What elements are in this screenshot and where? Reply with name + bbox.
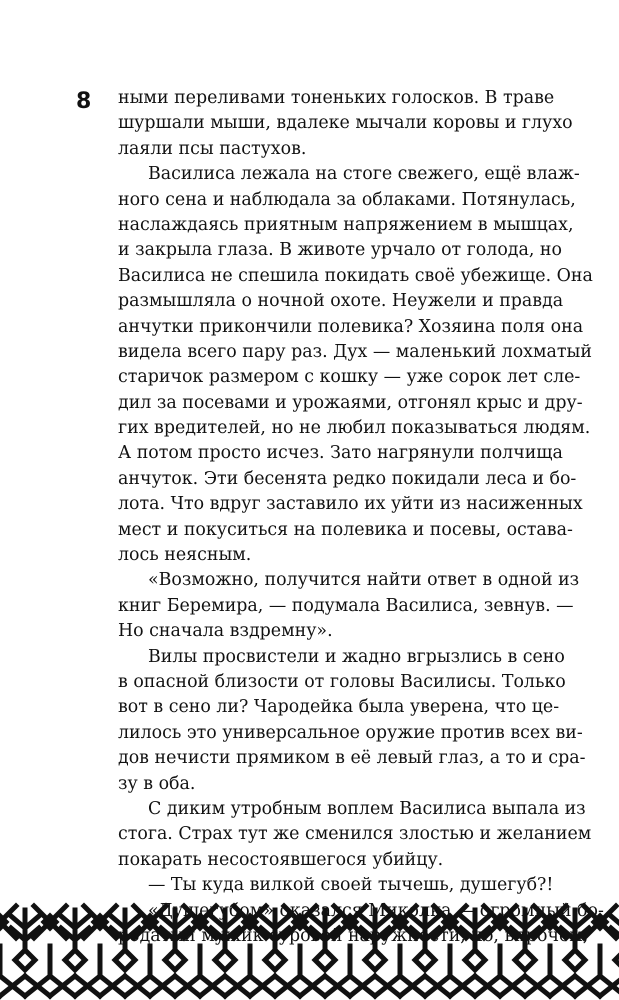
text-line: старичок размером с кошку — уже сорок лет сле- <box>118 367 581 388</box>
text-line: видела всего пару раз. Дух — маленький лохматый <box>118 341 592 362</box>
text-line: мест и покуситься на полевика и посевы, остава- <box>118 519 573 540</box>
text-line: лилось это универсальное оружие против всех ви- <box>118 722 583 743</box>
text-line: — Ты куда вилкой своей тычешь, душегуб?! <box>148 875 554 896</box>
text-line: стога. Страх тут же сменился злостью и желанием <box>118 824 592 845</box>
text-line: Вилы просвистели и жадно вгрызлись в сено <box>148 646 565 667</box>
text-line: дил за посевами и урожаями, отгонял крыс и дру- <box>118 392 583 413</box>
folk-pattern-border-icon <box>0 902 619 1000</box>
text-line: анчуток. Эти бесенята редко покидали леса и бо- <box>118 468 577 489</box>
text-line: ными переливами тоненьких голосков. В траве <box>118 88 555 108</box>
text-line: анчутки прикончили полевика? Хозяина поля она <box>118 316 584 337</box>
text-line: лось неясным. <box>118 545 252 566</box>
ornament-diamond <box>165 950 185 970</box>
page-number: 8 <box>76 89 92 114</box>
text-line: Василиса не спешила покидать своё убежище. Она <box>118 265 593 286</box>
ornament-diamond <box>15 950 35 970</box>
text-line: гих вредителей, но не любил показываться людям. <box>118 418 591 439</box>
ornament-diamond <box>565 950 585 970</box>
text-line: покарать несостоявшегося убийцу. <box>118 849 444 870</box>
ornament-diamond <box>615 950 619 970</box>
ornament-diamond <box>365 950 385 970</box>
text-line: размышляла о ночной охоте. Неужели и правда <box>118 291 564 312</box>
text-line: и закрыла глаза. В животе урчало от голода, но <box>118 240 562 261</box>
ornament-diamond <box>465 950 485 970</box>
ornament-diamond <box>265 950 285 970</box>
text-line: лаяли псы пастухов. <box>118 138 307 159</box>
text-line: родатый мужик суровой наружности, но, впрочем, <box>118 925 589 946</box>
ornament-diamond <box>115 950 135 970</box>
text-line: ного сена и наблюдала за облаками. Потянулась, <box>118 189 576 210</box>
text-line: А потом просто исчез. Зато нагрянули полчища <box>118 443 563 464</box>
text-line: вот в сено ли? Чародейка была уверена, что це- <box>118 697 560 718</box>
ornament-diamond <box>315 950 335 970</box>
ornament-diamond <box>515 950 535 970</box>
text-line: зу в оба. <box>118 773 196 794</box>
body-text <box>118 86 604 949</box>
text-line: в опасной близости от головы Василисы. Только <box>118 671 566 692</box>
text-line: лота. Что вдруг заставило их уйти из насиженных <box>118 494 583 515</box>
ornament-diamond <box>65 950 85 970</box>
text-line: шуршали мыши, вдалеке мычали коровы и глухо <box>118 113 573 134</box>
ornament-diamond <box>415 950 435 970</box>
text-line: Но сначала вздремну». <box>118 621 333 642</box>
text-line: Василиса лежала на стоге свежего, ещё влаж- <box>148 164 580 185</box>
text-line: наслаждаясь приятным напряжением в мышцах, <box>118 214 574 235</box>
text-line: «Душегубом» оказался Миколка — огромный бо- <box>148 900 604 921</box>
text-line: дов нечисти прямиком в её левый глаз, а то и сра- <box>118 748 586 769</box>
ornament-diamond <box>215 950 235 970</box>
text-line: книг Беремира, — подумала Василиса, зевнув. — <box>118 595 574 616</box>
text-line: «Возможно, получится найти ответ в одной из <box>148 570 580 591</box>
text-line: С диким утробным воплем Василиса выпала из <box>148 798 586 819</box>
